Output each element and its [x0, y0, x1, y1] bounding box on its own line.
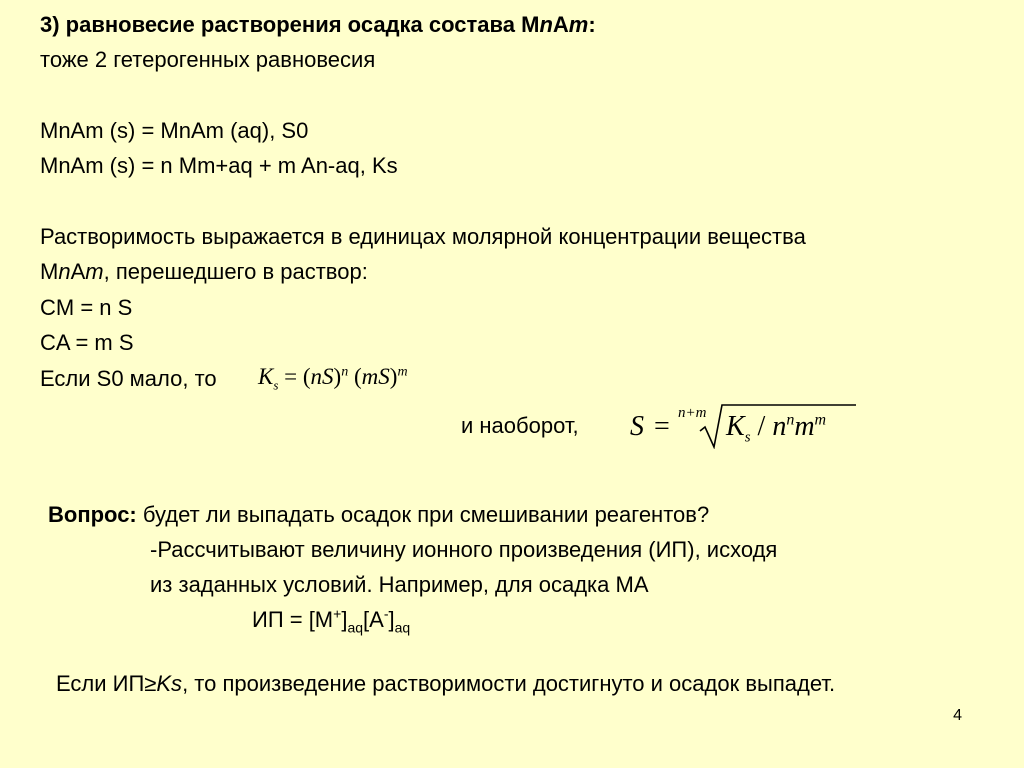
conclusion-ge: ≥ — [144, 671, 157, 696]
s-S: S — [630, 411, 644, 442]
question-line-3: из заданных условий. Например, для осадка МА — [150, 572, 649, 597]
sol-n: n — [58, 259, 71, 284]
formula-ks — [258, 364, 408, 393]
equation-ks: MnAm (s) = n Mm+aq + m An-aq, Ks — [40, 153, 398, 178]
solubility-line-2 — [40, 259, 368, 285]
slide-heading — [40, 12, 596, 38]
s-n: n — [772, 411, 787, 442]
equation-s0: MnAm (s) = MnAm (aq), S0 — [40, 118, 309, 143]
sol-m: m — [85, 259, 104, 284]
two-equilibria-text: тоже 2 гетерогенных равновесия — [40, 47, 376, 72]
ip-plus: + — [333, 605, 342, 622]
s-root-index: n+m — [678, 405, 707, 421]
s-radicand — [726, 411, 827, 446]
heading-m: m — [568, 12, 589, 37]
question-label: Вопрос: — [48, 502, 137, 527]
formula-s — [630, 405, 860, 449]
page-number: 4 — [953, 707, 962, 724]
ks-exp-m: m — [397, 364, 408, 380]
s-sub-s: s — [744, 429, 751, 446]
ip-b: ] — [341, 607, 348, 632]
ip-aq1: aq — [347, 619, 364, 636]
ionic-product-formula — [252, 605, 411, 636]
s-exp-m: m — [814, 411, 827, 429]
ip-aq2: aq — [394, 619, 411, 636]
heading-suffix: : — [588, 12, 596, 37]
ip-a: ИП = [M — [252, 607, 334, 632]
sol-b: А — [70, 259, 86, 284]
sol-rest: , перешедшего в раствор: — [103, 259, 368, 284]
if-small-text: Если S0 мало, то — [40, 366, 217, 391]
equation-cm: CM = n S — [40, 295, 133, 320]
solubility-line-1: Растворимость выражается в единицах молярной концентрации вещества — [40, 224, 806, 249]
s-eq: = — [654, 411, 670, 442]
conclusion-b: , то произведение растворимости достигнуто и осадок выпадет. — [182, 671, 836, 696]
conclusion-text — [56, 671, 835, 697]
heading-prefix: 3) равновесие растворения осадка состава М — [40, 12, 540, 37]
ip-d: ] — [388, 607, 395, 632]
conclusion-ks: Ks — [156, 671, 183, 696]
s-slash: / — [750, 411, 773, 442]
question-line-1 — [48, 502, 709, 528]
ks-eq: = ( — [284, 364, 311, 389]
s-exp-n: n — [786, 411, 795, 429]
ks-exp-n: n — [341, 364, 349, 380]
ip-c: [A — [363, 607, 384, 632]
ks-nS: nS — [310, 364, 334, 389]
ip-minus: - — [383, 605, 389, 622]
vice-versa-text: и наоборот, — [461, 413, 579, 438]
question-line-2: -Рассчитывают величину ионного произведения (ИП), исходя — [150, 537, 778, 562]
sol-a: М — [40, 259, 59, 284]
conclusion-a: Если ИП — [56, 671, 145, 696]
heading-n: n — [539, 12, 553, 37]
question-text: будет ли выпадать осадок при смешивании реагентов? — [136, 502, 710, 527]
heading-mid: А — [552, 12, 569, 37]
ks-close2: ) — [389, 364, 398, 389]
s-m: m — [794, 411, 815, 442]
ks-close1: ) — [333, 364, 342, 389]
s-K: K — [726, 411, 745, 442]
ks-K: K — [258, 364, 274, 389]
ks-open2: ( — [348, 364, 362, 389]
ks-mS: mS — [361, 364, 390, 389]
ks-sub-s: s — [273, 377, 279, 393]
equation-ca: CA = m S — [40, 330, 134, 355]
